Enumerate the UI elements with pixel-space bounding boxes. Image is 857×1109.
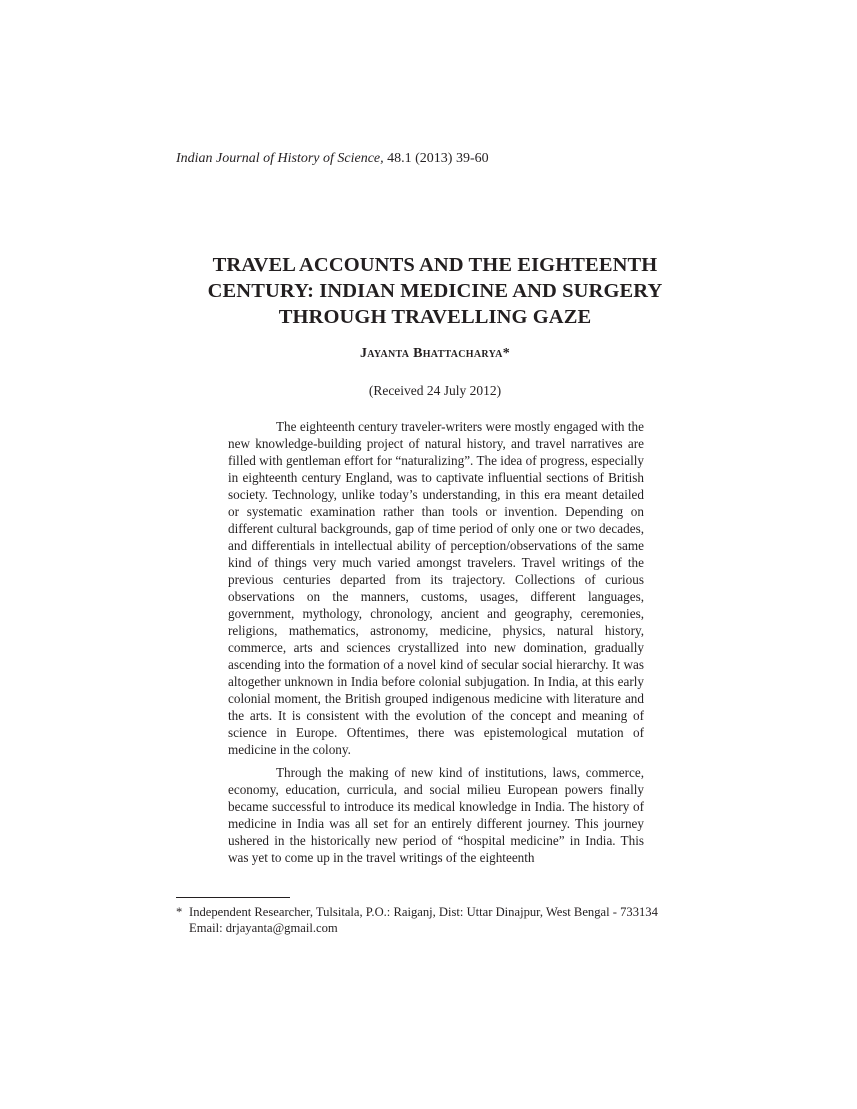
journal-name: Indian Journal of History of Science, — [176, 151, 384, 166]
title-line: TRAVEL ACCOUNTS AND THE EIGHTEENTH — [212, 254, 658, 276]
author-email: Email: drjayanta@gmail.com — [189, 921, 338, 935]
received-date: (Received 24 July 2012) — [368, 383, 502, 398]
journal-citation — [176, 150, 489, 168]
article-title — [176, 252, 694, 330]
abstract — [228, 418, 644, 872]
footnote-mark: * — [176, 905, 183, 919]
footnote-divider — [176, 897, 290, 898]
abstract-paragraph: The eighteenth century traveler-writers were mostly engaged with the new knowledge-building project of natural history, and travel narratives are filled with gentleman effort for “naturalizing”. The idea of progress, especially in eighteenth century England, was to captivate influential sections of British society. Technology, unlike today’s understanding, in this era meant detailed or systematic examination rather than tools or invention. Depending on different cultural backgrounds, gap of time period of only one or two decades, and differentials in intellectual ability of perception/observations of the same kind of things very much varied amongst travelers. Travel writings of the previous centuries departed from its trajectory. Collections of curious observations on the manners, customs, usages, different languages, government, mythology, chronology, ancient and geography, ceremonies, religions, mathematics, astronomy, medicine, physics, natural history, commerce, arts and sciences crystallized into new domination, gradually ascending into the formation of a novel kind of secular social hierarchy. It was altogether unknown in India before colonial subjugation. In India, at this early colonial moment, the British grouped indigenous medicine with literature and the arts. It is consistent with the evolution of the concept and meaning of science in Europe. Oftentimes, there was epistemological mutation of medicine in the colony. — [228, 419, 644, 757]
abstract-paragraph: Through the making of new kind of institutions, laws, commerce, economy, education, curricula, and social milieu European powers finally became successful to introduce its medical knowledge in India. The history of medicine in India was all set for an entirely different journey. This journey ushered in the historically new period of “hospital medicine” in India. This was yet to come up in the travel writings of the eighteenth — [228, 765, 644, 865]
author-name: Jayanta Bhattacharya* — [359, 346, 511, 361]
volume-pages: 48.1 (2013) 39-60 — [383, 151, 489, 166]
author-affiliation: Independent Researcher, Tulsitala, P.O.: Raiganj, Dist: Uttar Dinajpur, West Bengal - 733134 — [189, 905, 658, 919]
footnote-indent — [176, 920, 189, 936]
title-line: CENTURY: INDIAN MEDICINE AND SURGERY — [207, 280, 663, 302]
title-line: THROUGH TRAVELLING GAZE — [278, 306, 592, 328]
footnote — [176, 904, 706, 936]
